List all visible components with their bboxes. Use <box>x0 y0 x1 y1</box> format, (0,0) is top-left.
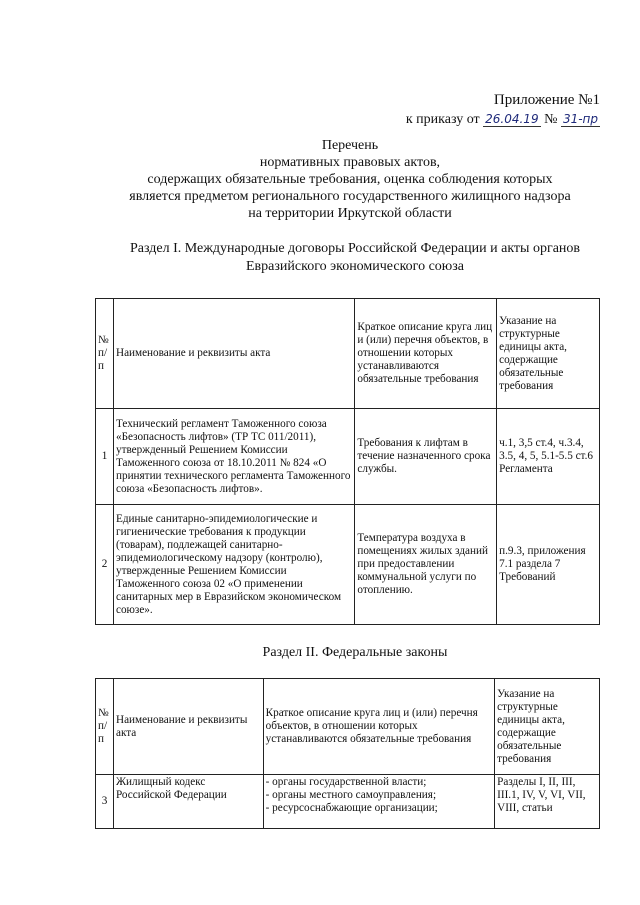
row-act-name: Технический регламент Таможенного союза «Безопасность лифтов» (ТР ТС 011/2011), утвержденный Решением Комиссии Таможенного союза от 18.10.2011 № 824 «О принятии технического регламента Таможенного союза «Безопасность лифтов». <box>113 409 354 505</box>
title-line-4: является предметом регионального государственного жилищного надзора <box>129 189 571 204</box>
row-number: 1 <box>96 409 114 505</box>
row-act-name: Жилищный кодекс Российской Федерации <box>113 775 263 829</box>
title-line-3: содержащих обязательные требования, оценка соблюдения которых <box>147 172 553 187</box>
column-header-number: № п/п <box>96 679 114 775</box>
column-header-number: № п/п <box>96 299 114 409</box>
row-act-name: Единые санитарно-эпидемиологические и гигиенические требования к продукции (товарам), подлежащей санитарно-эпидемиологическому надзору (контролю), утвержденные Решением Комиссии Таможенного союза 02 «О применении санитарных мер в Евразийском экономическом союзе». <box>113 505 354 625</box>
column-header-name: Наименование и реквизиты акта <box>113 679 263 775</box>
table-header-row <box>96 679 600 775</box>
title-line-1: Перечень <box>321 138 379 153</box>
row-units: ч.1, 3,5 ст.4, ч.3.4, 3.5, 4, 5, 5.1-5.5 ст.6 Регламента <box>497 409 600 505</box>
row-units: Разделы I, II, III, III.1, IV, V, VI, VII, VIII, статьи <box>495 775 600 829</box>
table-row <box>96 505 600 625</box>
document-title <box>100 137 600 222</box>
section-1-heading-line-1: Раздел I. Международные договоры Российской Федерации и акты органов <box>129 241 581 256</box>
row-scope <box>263 775 494 829</box>
column-header-scope: Краткое описание круга лиц и (или) перечня объектов, в отношении которых устанавливаются обязательные требования <box>355 299 497 409</box>
section-2-table <box>95 678 600 829</box>
row-number: 2 <box>96 505 114 625</box>
title-line-5: на территории Иркутской области <box>248 206 452 221</box>
column-header-units: Указание на структурные единицы акта, содержащие обязательные требования <box>495 679 600 775</box>
order-number: 31-пр <box>562 112 598 126</box>
section-1-heading-line-2: Евразийского экономического союза <box>246 259 464 274</box>
order-prefix: к приказу от <box>405 112 480 127</box>
section-2-heading: Раздел II. Федеральные законы <box>262 645 448 660</box>
title-line-2: нормативных правовых актов, <box>259 155 441 170</box>
order-date: 26.04.19 <box>485 112 539 126</box>
scope-item: - ресурсоснабжающие организации; <box>265 802 438 814</box>
section-1-table <box>95 298 600 625</box>
row-units: п.9.3, приложения 7.1 раздела 7 Требований <box>497 505 600 625</box>
appendix-title: Приложение №1 <box>493 92 600 108</box>
column-header-scope: Краткое описание круга лиц и (или) перечня объектов, в отношении которых устанавливаются обязательные требования <box>263 679 494 775</box>
table-row <box>96 409 600 505</box>
table-header-row <box>96 299 600 409</box>
order-reference <box>300 112 600 128</box>
section-1-heading <box>85 240 625 276</box>
column-header-units: Указание на структурные единицы акта, содержащие обязательные требования <box>497 299 600 409</box>
table-row <box>96 775 600 829</box>
row-number: 3 <box>96 775 114 829</box>
scope-item: - органы местного самоуправления; <box>265 789 437 801</box>
row-scope: Требования к лифтам в течение назначенного срока службы. <box>355 409 497 505</box>
scope-item: - органы государственной власти; <box>265 776 427 788</box>
row-scope: Температура воздуха в помещениях жилых зданий при предоставлении коммунальной услуги по отоплению. <box>355 505 497 625</box>
order-number-label: № <box>544 112 558 127</box>
column-header-name: Наименование и реквизиты акта <box>113 299 354 409</box>
